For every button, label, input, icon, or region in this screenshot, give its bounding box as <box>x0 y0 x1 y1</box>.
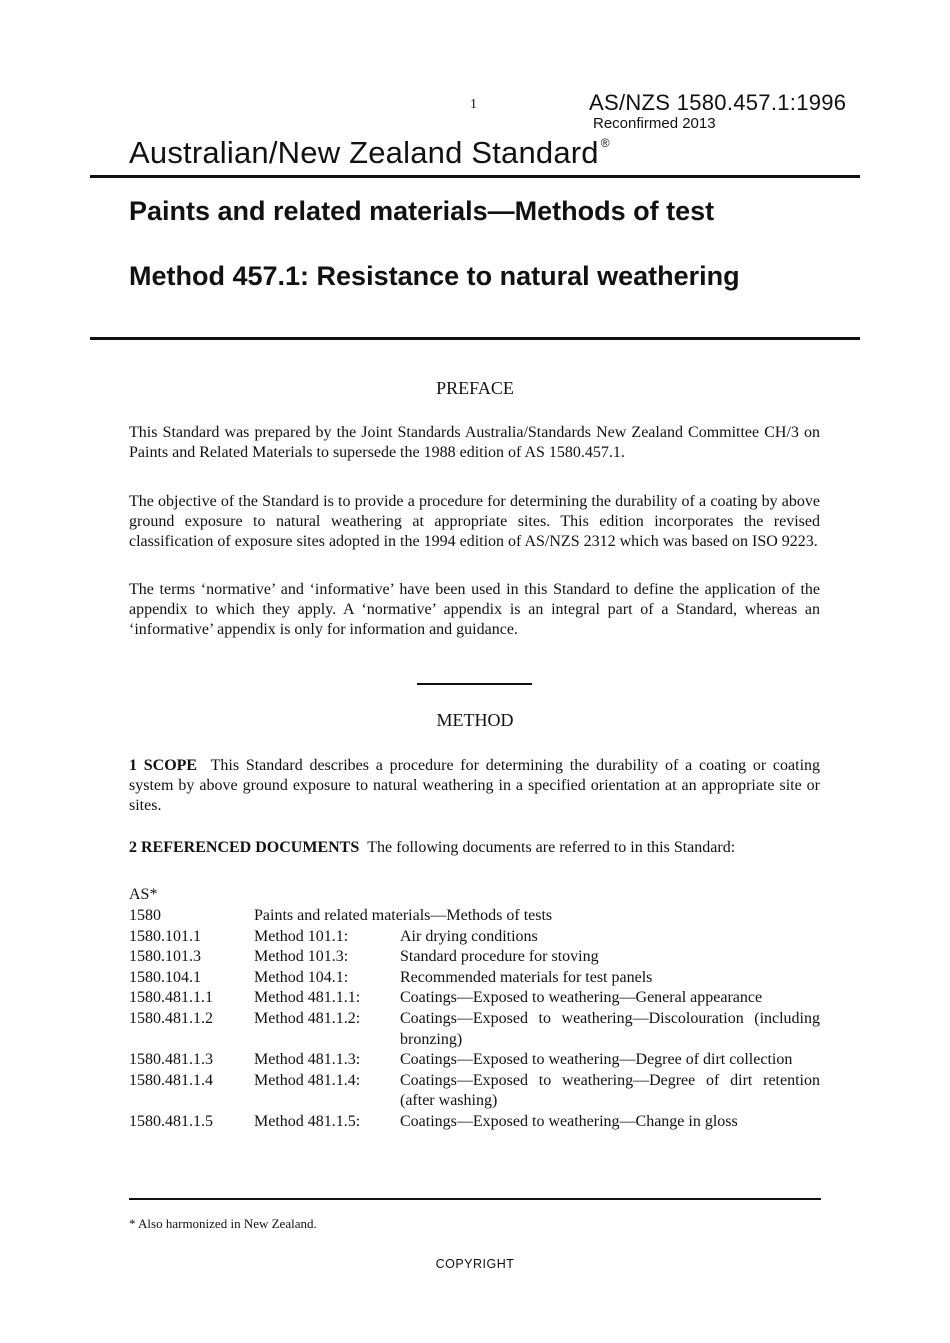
doc-method: Method 481.1.4: <box>254 1071 361 1089</box>
scope-label: 1 SCOPE <box>129 757 198 774</box>
doc-method: Paints and related materials—Methods of tests <box>254 907 553 924</box>
preface-paragraph-1: This Standard was prepared by the Joint Standards Australia/Standards New Zealand Committee CH/3 on Paints and Related Materials to supersede the 1988 edition of AS 1580.457.1. <box>129 424 820 461</box>
table-row <box>129 927 820 948</box>
referenced-documents-table <box>129 906 820 1133</box>
doc-number: 1580.481.1.2 <box>129 1009 213 1027</box>
referenced-label: 2 REFERENCED DOCUMENTS <box>129 839 360 856</box>
method-heading: METHOD <box>436 710 514 730</box>
doc-number: 1580.481.1.5 <box>129 1112 213 1130</box>
preface-paragraph-3: The terms ‘normative’ and ‘informative’ have been used in this Standard to define the application of the appendix to which they apply. A ‘normative’ appendix is an integral part of a Standard, whereas an ‘informative’ appendix is only for information and guidance. <box>129 581 820 638</box>
copyright-footer: COPYRIGHT <box>435 1257 515 1271</box>
table-row <box>129 1050 820 1071</box>
table-row <box>129 988 820 1009</box>
table-row <box>129 1112 820 1133</box>
doc-title: Air drying conditions <box>400 927 538 945</box>
table-row <box>129 1009 820 1050</box>
doc-number: 1580 <box>129 907 161 924</box>
doc-title: Recommended materials for test panels <box>400 968 653 986</box>
series-title-text: Australian/New Zealand Standard <box>129 135 599 170</box>
reconfirmed-label: Reconfirmed 2013 <box>593 115 716 132</box>
doc-number: 1580.481.1.1 <box>129 989 213 1007</box>
series-title <box>129 135 610 171</box>
registered-mark: ® <box>600 136 610 150</box>
referenced-documents-clause <box>129 838 820 858</box>
scope-clause <box>129 756 820 816</box>
preface-heading: PREFACE <box>436 378 514 398</box>
doc-number: 1580.101.3 <box>129 948 201 966</box>
footnote: * Also harmonized in New Zealand. <box>129 1216 317 1231</box>
doc-title: Coatings—Exposed to weathering—Degree of dirt collection <box>400 1051 793 1069</box>
doc-method: Method 481.1.5: <box>254 1112 361 1130</box>
page-number: 1 <box>470 97 477 112</box>
table-row <box>129 1071 820 1112</box>
as-series-label: AS* <box>129 886 158 903</box>
doc-method: Method 104.1: <box>254 968 349 986</box>
section-divider <box>417 683 532 685</box>
doc-method: Method 101.1: <box>254 927 349 945</box>
doc-method: Method 481.1.3: <box>254 1051 361 1069</box>
table-row <box>129 906 820 927</box>
referenced-text: The following documents are referred to in this Standard: <box>367 839 736 856</box>
doc-number: 1580.481.1.4 <box>129 1071 213 1089</box>
doc-title: Coatings—Exposed to weathering—Change in gloss <box>400 1112 738 1130</box>
doc-number: 1580.101.1 <box>129 927 201 945</box>
doc-title: Standard procedure for stoving <box>400 948 599 966</box>
table-row <box>129 947 820 968</box>
standard-number: AS/NZS 1580.457.1:1996 <box>589 90 847 115</box>
title-rule <box>90 337 860 340</box>
doc-title: Coatings—Exposed to weathering—General appearance <box>400 989 763 1007</box>
header-rule <box>90 175 860 178</box>
footnote-rule <box>129 1198 821 1200</box>
document-title: Paints and related materials—Methods of test <box>129 196 715 226</box>
preface-paragraph-2: The objective of the Standard is to provide a procedure for determining the durability of a coating by above ground exposure to natural weathering at appropriate sites. This edition incorporates the revised classification of exposure sites adopted in the 1994 edition of AS/NZS 2312 which was based on ISO 9223. <box>129 493 820 550</box>
method-title: Method 457.1: Resistance to natural weathering <box>129 261 740 291</box>
doc-number: 1580.104.1 <box>129 968 201 986</box>
doc-number: 1580.481.1.3 <box>129 1051 213 1069</box>
doc-method: Method 481.1.1: <box>254 989 361 1007</box>
doc-title: Coatings—Exposed to weathering—Degree of dirt retention (after washing) <box>400 1071 820 1110</box>
doc-method: Method 481.1.2: <box>254 1009 361 1027</box>
doc-title: Coatings—Exposed to weathering—Discolouration (including bronzing) <box>400 1009 820 1048</box>
scope-text: This Standard describes a procedure for determining the durability of a coating or coating system by above ground exposure to natural weathering in a specified orientation at an appropriate site or sites. <box>129 757 821 814</box>
table-row <box>129 968 820 989</box>
doc-method: Method 101.3: <box>254 948 349 966</box>
